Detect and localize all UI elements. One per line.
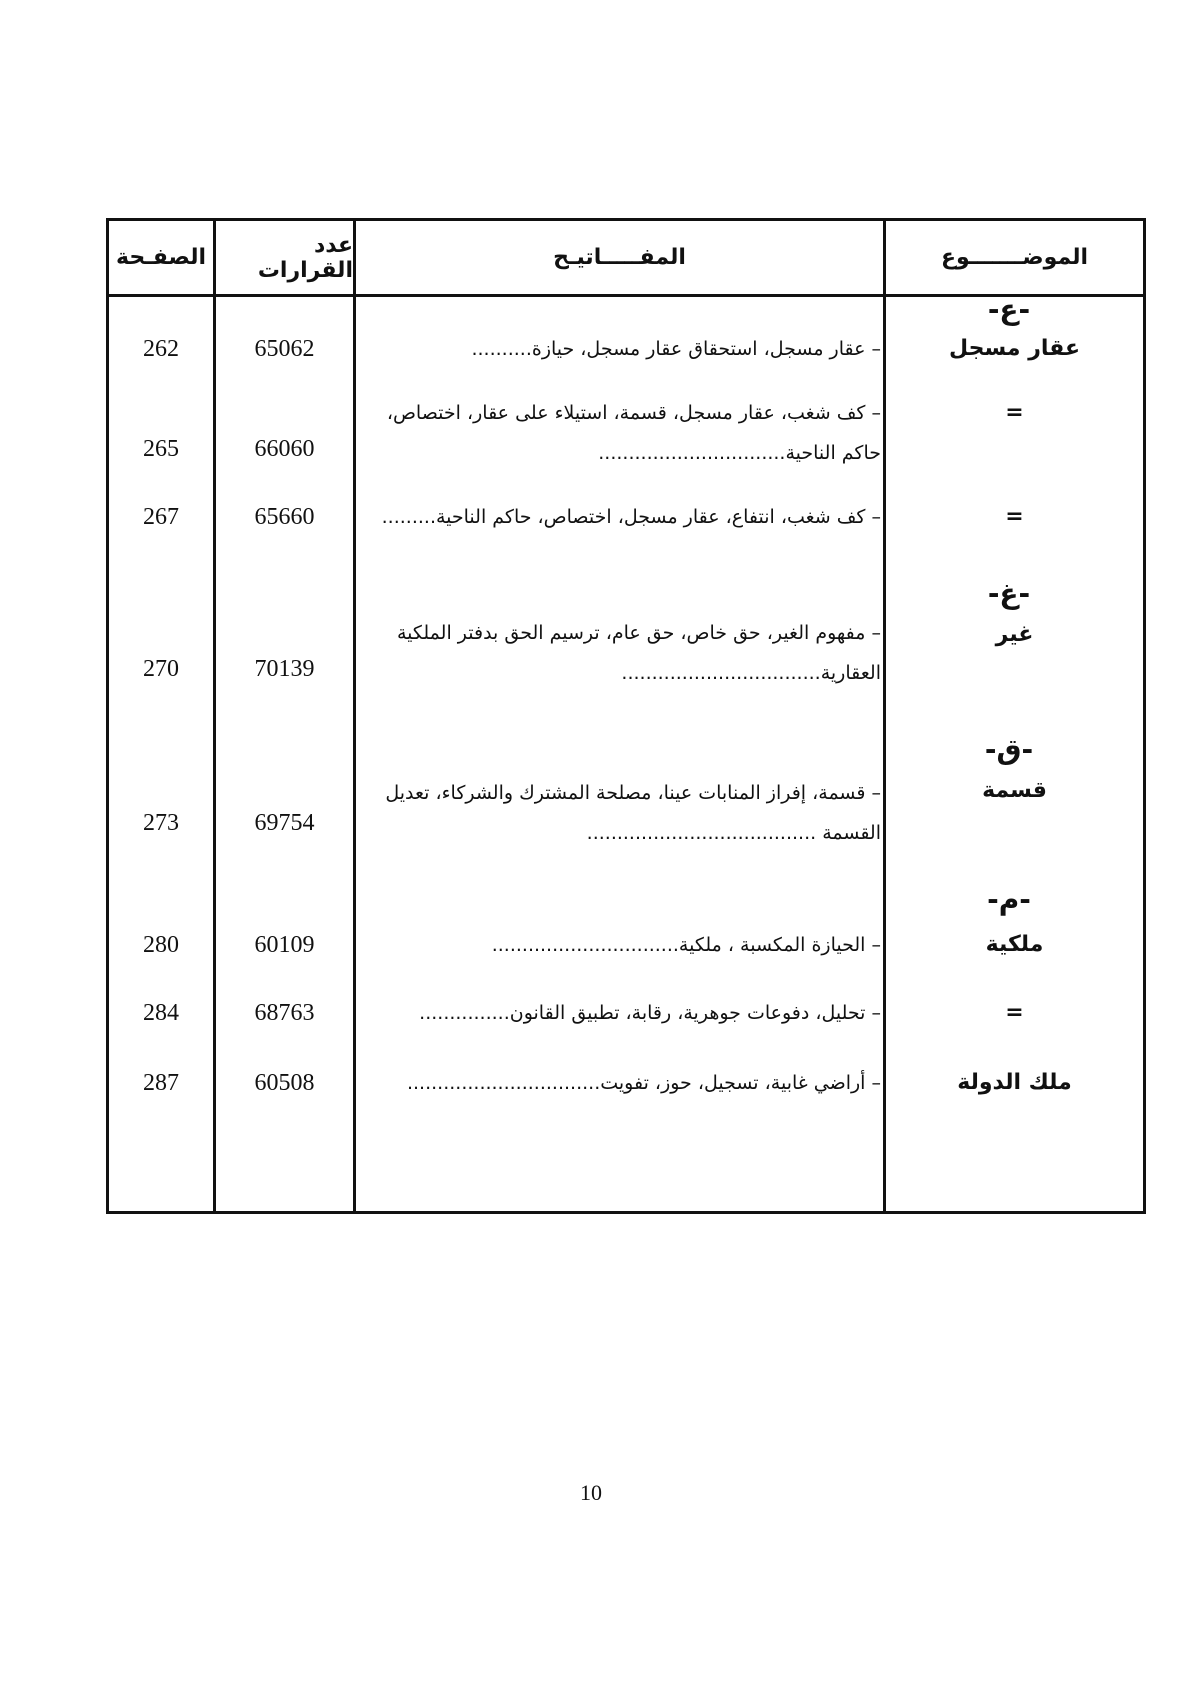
row-keywords xyxy=(419,993,881,1033)
section-letter: -م- xyxy=(987,883,1031,916)
keywords-line: القسمة ...................................... xyxy=(586,822,881,844)
row-page-number: 280 xyxy=(143,931,179,958)
row-page-number: 270 xyxy=(143,655,179,682)
row-page-number: 265 xyxy=(143,435,179,462)
keywords-line: العقارية................................. xyxy=(621,662,881,684)
row-subject: قسمة xyxy=(982,778,1047,803)
keywords-line: – كف شغب، عقار مسجل، قسمة، استيلاء على عقار، اختصاص، xyxy=(386,402,881,424)
row-page-number: 284 xyxy=(143,999,179,1026)
header-keywords: المفـــــاتيـح xyxy=(553,245,686,270)
row-decision-number: 70139 xyxy=(254,655,315,682)
row-page-number: 273 xyxy=(143,809,179,836)
row-subject: ملكية xyxy=(985,932,1044,957)
row-keywords xyxy=(385,773,881,853)
section-letter: -غ- xyxy=(987,577,1031,610)
section-letter: -ق- xyxy=(984,733,1034,766)
section-letter: -ع- xyxy=(987,293,1031,326)
row-keywords xyxy=(382,497,881,537)
row-keywords xyxy=(397,613,881,693)
keywords-line: – مفهوم الغير، حق خاص، حق عام، ترسيم الحق بدفتر الملكية xyxy=(396,622,881,644)
row-subject: ملك الدولة xyxy=(957,1070,1072,1095)
keywords-line: – كف شغب، انتفاع، عقار مسجل، اختصاص، حاكم الناحية......... xyxy=(381,506,881,528)
keywords-line: حاكم الناحية............................... xyxy=(598,442,881,464)
row-page-number: 267 xyxy=(143,503,179,530)
header-subject: الموضـــــــوع xyxy=(940,245,1089,270)
row-subject: = xyxy=(1005,1000,1024,1025)
row-decision-number: 60109 xyxy=(254,931,315,958)
row-keywords xyxy=(387,393,881,473)
keywords-line: – عقار مسجل، استحقاق عقار مسجل، حيازة.......... xyxy=(471,338,881,360)
header-decisions: عدد القرارات xyxy=(257,232,353,283)
row-decision-number: 68763 xyxy=(254,999,315,1026)
keywords-line: – تحليل، دفوعات جوهرية، رقابة، تطبيق القانون............... xyxy=(419,1002,881,1024)
row-keywords xyxy=(407,1063,881,1103)
row-subject: غير xyxy=(995,622,1034,647)
row-subject: = xyxy=(1005,504,1024,529)
row-page-number: 287 xyxy=(143,1069,179,1096)
keywords-line: – الحيازة المكسبة ، ملكية............................... xyxy=(491,934,881,956)
row-decision-number: 65660 xyxy=(254,503,315,530)
page-number: 10 xyxy=(580,1480,602,1505)
row-page-number: 262 xyxy=(143,335,179,362)
row-decision-number: 65062 xyxy=(254,335,315,362)
row-decision-number: 66060 xyxy=(254,435,315,462)
row-keywords xyxy=(471,329,881,369)
index-table xyxy=(106,218,1146,1214)
row-subject: = xyxy=(1005,400,1024,425)
row-subject: عقار مسجل xyxy=(949,336,1080,361)
header-page: الصفـحة xyxy=(115,245,207,270)
keywords-line: – أراضي غابية، تسجيل، حوز، تفويت................................ xyxy=(406,1072,881,1094)
row-decision-number: 69754 xyxy=(254,809,315,836)
column-divider xyxy=(353,221,356,1211)
row-keywords xyxy=(492,925,881,965)
row-decision-number: 60508 xyxy=(254,1069,315,1096)
keywords-line: – قسمة، إفراز المنابات عينا، مصلحة المشترك والشركاء، تعديل xyxy=(385,782,881,804)
